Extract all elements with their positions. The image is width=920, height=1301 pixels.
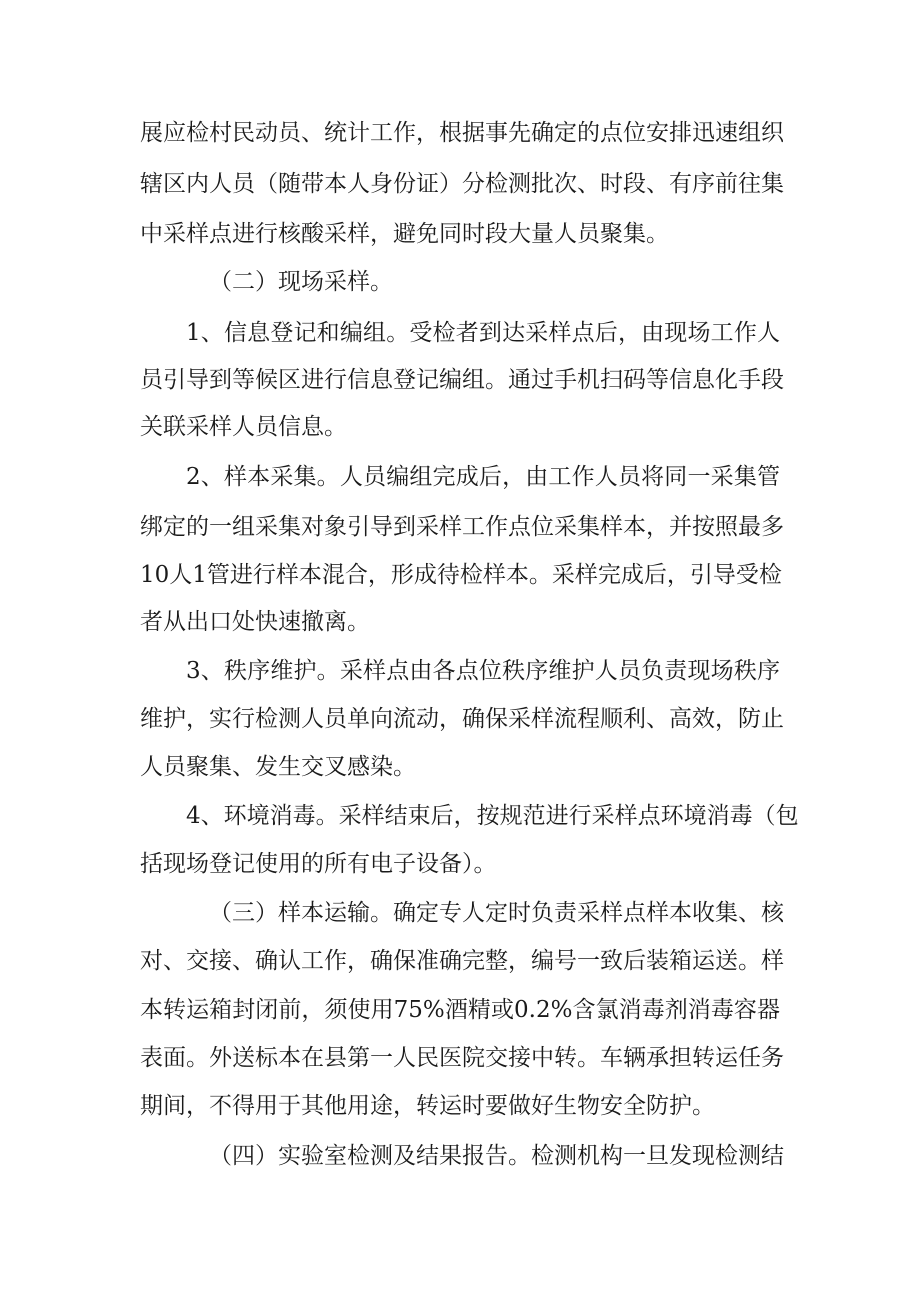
text-line: 本转运箱封闭前，须使用75%酒精或0.2%含氯消毒剂消毒容器 [140, 997, 780, 1023]
text-line: 人员聚集、发生交叉感染。 [140, 754, 416, 780]
text-line: 2、样本采集。人员编组完成后，由工作人员将同一采集管 [186, 464, 780, 490]
text-line: 1、信息登记和编组。受检者到达采样点后，由现场工作人 [186, 320, 780, 346]
text-line: 4、环境消毒。采样结束后，按规范进行采样点环境消毒（包 [186, 803, 799, 829]
section-heading-3: （三）样本运输。确定专人定时负责采样点样本收集、核 [209, 900, 784, 926]
text-line: 10人1管进行样本混合，形成待检样本。采样完成后，引导受检 [140, 562, 782, 588]
text-line: 对、交接、确认工作，确保准确完整，编号一致后装箱运送。样 [140, 948, 784, 974]
text-line: 关联采样人员信息。 [140, 414, 347, 440]
text-line: 绑定的一组采集对象引导到采样工作点位采集样本，并按照最多 [140, 514, 784, 540]
text-line: 表面。外送标本在县第一人民医院交接中转。车辆承担转运任务 [140, 1045, 784, 1071]
text-line: 中采样点进行核酸采样，避免同时段大量人员聚集。 [140, 221, 669, 247]
text-line: 者从出口处快速撤离。 [140, 609, 370, 635]
text-line: 3、秩序维护。采样点由各点位秩序维护人员负责现场秩序 [186, 658, 780, 684]
section-heading-4: （四）实验室检测及结果报告。检测机构一旦发现检测结 [209, 1143, 784, 1169]
text-line: 维护，实行检测人员单向流动，确保采样流程顺利、高效，防止 [140, 706, 784, 732]
text-line: 辖区内人员（随带本人身份证）分检测批次、时段、有序前往集 [140, 171, 784, 197]
text-line: 期间，不得用于其他用途，转运时要做好生物安全防护。 [140, 1093, 715, 1119]
section-heading-2: （二）现场采样。 [209, 269, 393, 295]
text-line: 括现场登记使用的所有电子设备）。 [140, 851, 497, 877]
text-line: 员引导到等候区进行信息登记编组。通过手机扫码等信息化手段 [140, 367, 784, 393]
text-line: 展应检村民动员、统计工作，根据事先确定的点位安排迅速组织 [140, 120, 784, 146]
